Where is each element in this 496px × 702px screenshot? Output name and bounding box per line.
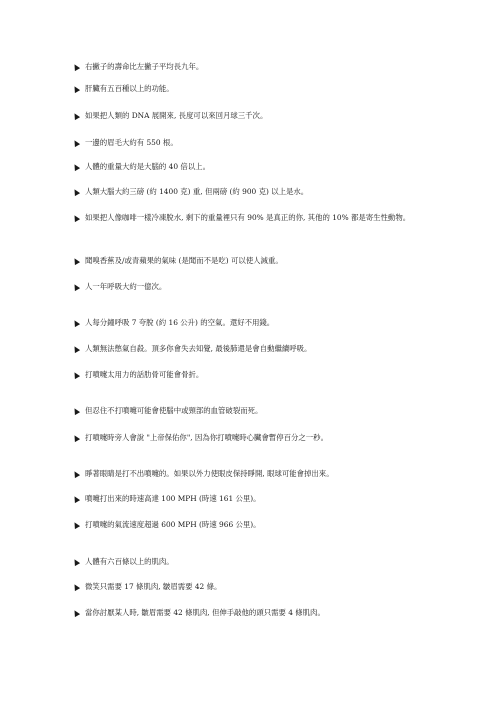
list-item: [73, 316, 425, 330]
fact-text: 但忍住不打噴嚏可能會使腦中或頸部的血管破裂而死。: [85, 406, 263, 415]
fact-text: 當你討厭某人時, 皺眉需要 42 條肌肉, 但伸手敲他的頭只需要 4 條肌肉。: [85, 608, 325, 617]
fact-text: 噴嚏打出來的時速高達 100 MPH (時速 161 公里)。: [85, 494, 261, 503]
triangle-bullet-icon: [72, 139, 80, 147]
list-item: [73, 555, 425, 569]
fact-text: 人體有六百條以上的肌肉。: [85, 557, 174, 566]
fact-text: 打噴嚏的氣流速度超過 600 MPH (時速 966 公里)。: [85, 520, 261, 529]
list-item: [73, 580, 425, 594]
list-item: [73, 211, 425, 225]
triangle-bullet-icon: [72, 163, 80, 171]
triangle-bullet-icon: [72, 85, 80, 93]
fact-text: 打噴嚏太用力的話肋骨可能會骨折。: [85, 370, 204, 379]
triangle-bullet-icon: [72, 371, 80, 379]
fact-text: 肝臟有五百種以上的功能。: [85, 84, 174, 93]
triangle-bullet-icon: [72, 470, 80, 478]
triangle-bullet-icon: [72, 188, 80, 196]
list-item: [73, 467, 425, 481]
triangle-bullet-icon: [72, 558, 80, 566]
list-item: [73, 342, 425, 356]
fact-text: 人類大腦大約三磅 (約 1400 克) 重, 但兩磅 (約 900 克) 以上是水。: [85, 187, 309, 196]
triangle-bullet-icon: [72, 257, 80, 265]
triangle-bullet-icon: [72, 345, 80, 353]
fact-text: 人類無法憋氣自殺。頂多你會失去知覺, 最後肺還是會自動繼續呼吸。: [85, 344, 312, 353]
list-item: [73, 160, 425, 174]
triangle-bullet-icon: [72, 319, 80, 327]
list-item: [73, 606, 425, 620]
list-item: [73, 254, 425, 268]
fact-text: 睜著眼睛是打不出噴嚏的。如果以外力使眼皮保持睜開, 眼球可能會掉出來。: [85, 469, 334, 478]
fact-text: 聞嗅香蕉及/或青蘋果的氣味 (是聞而不是吃) 可以使人減重。: [85, 256, 283, 265]
fact-text: 人每分鐘呼吸 7 夸脫 (約 16 公升) 的空氣。還好不用錢。: [85, 318, 275, 327]
list-item: [73, 109, 425, 123]
fact-text: 打噴嚏時旁人會說 "上帝保佑你", 因為你打噴嚏時心臟會暫停百分之一秒。: [85, 433, 328, 442]
list-item: [73, 60, 425, 74]
fact-text: 一邊的眉毛大約有 550 根。: [85, 138, 178, 147]
triangle-bullet-icon: [72, 407, 80, 415]
triangle-bullet-icon: [72, 521, 80, 529]
fact-text: 微笑只需要 17 條肌肉, 皺眉需要 42 條。: [85, 582, 222, 591]
list-item: [73, 404, 425, 418]
fact-text: 如果把人類的 DNA 展開來, 長度可以來回月球三千次。: [85, 111, 268, 120]
list-item: [73, 431, 425, 445]
fact-text: 如果把人像咖啡一樣冷凍脫水, 剩下的重量裡只有 90% 是真正的你, 其他的 10% 都是寄生性動物。: [85, 213, 411, 222]
triangle-bullet-icon: [72, 112, 80, 120]
triangle-bullet-icon: [72, 609, 80, 617]
list-item: [73, 82, 425, 96]
fact-text: 人體的重量大約是大腦的 40 倍以上。: [85, 162, 210, 171]
fact-text: 右撇子的壽命比左撇子平均長九年。: [85, 62, 204, 71]
triangle-bullet-icon: [72, 63, 80, 71]
list-item: [73, 368, 425, 382]
fact-text: 人一年呼吸大約一億次。: [85, 282, 167, 291]
triangle-bullet-icon: [72, 434, 80, 442]
list-item: [73, 136, 425, 150]
list-item: [73, 280, 425, 294]
triangle-bullet-icon: [72, 495, 80, 503]
list-item: [73, 518, 425, 532]
triangle-bullet-icon: [72, 283, 80, 291]
triangle-bullet-icon: [72, 214, 80, 222]
triangle-bullet-icon: [72, 583, 80, 591]
list-item: [73, 185, 425, 199]
list-item: [73, 492, 425, 506]
